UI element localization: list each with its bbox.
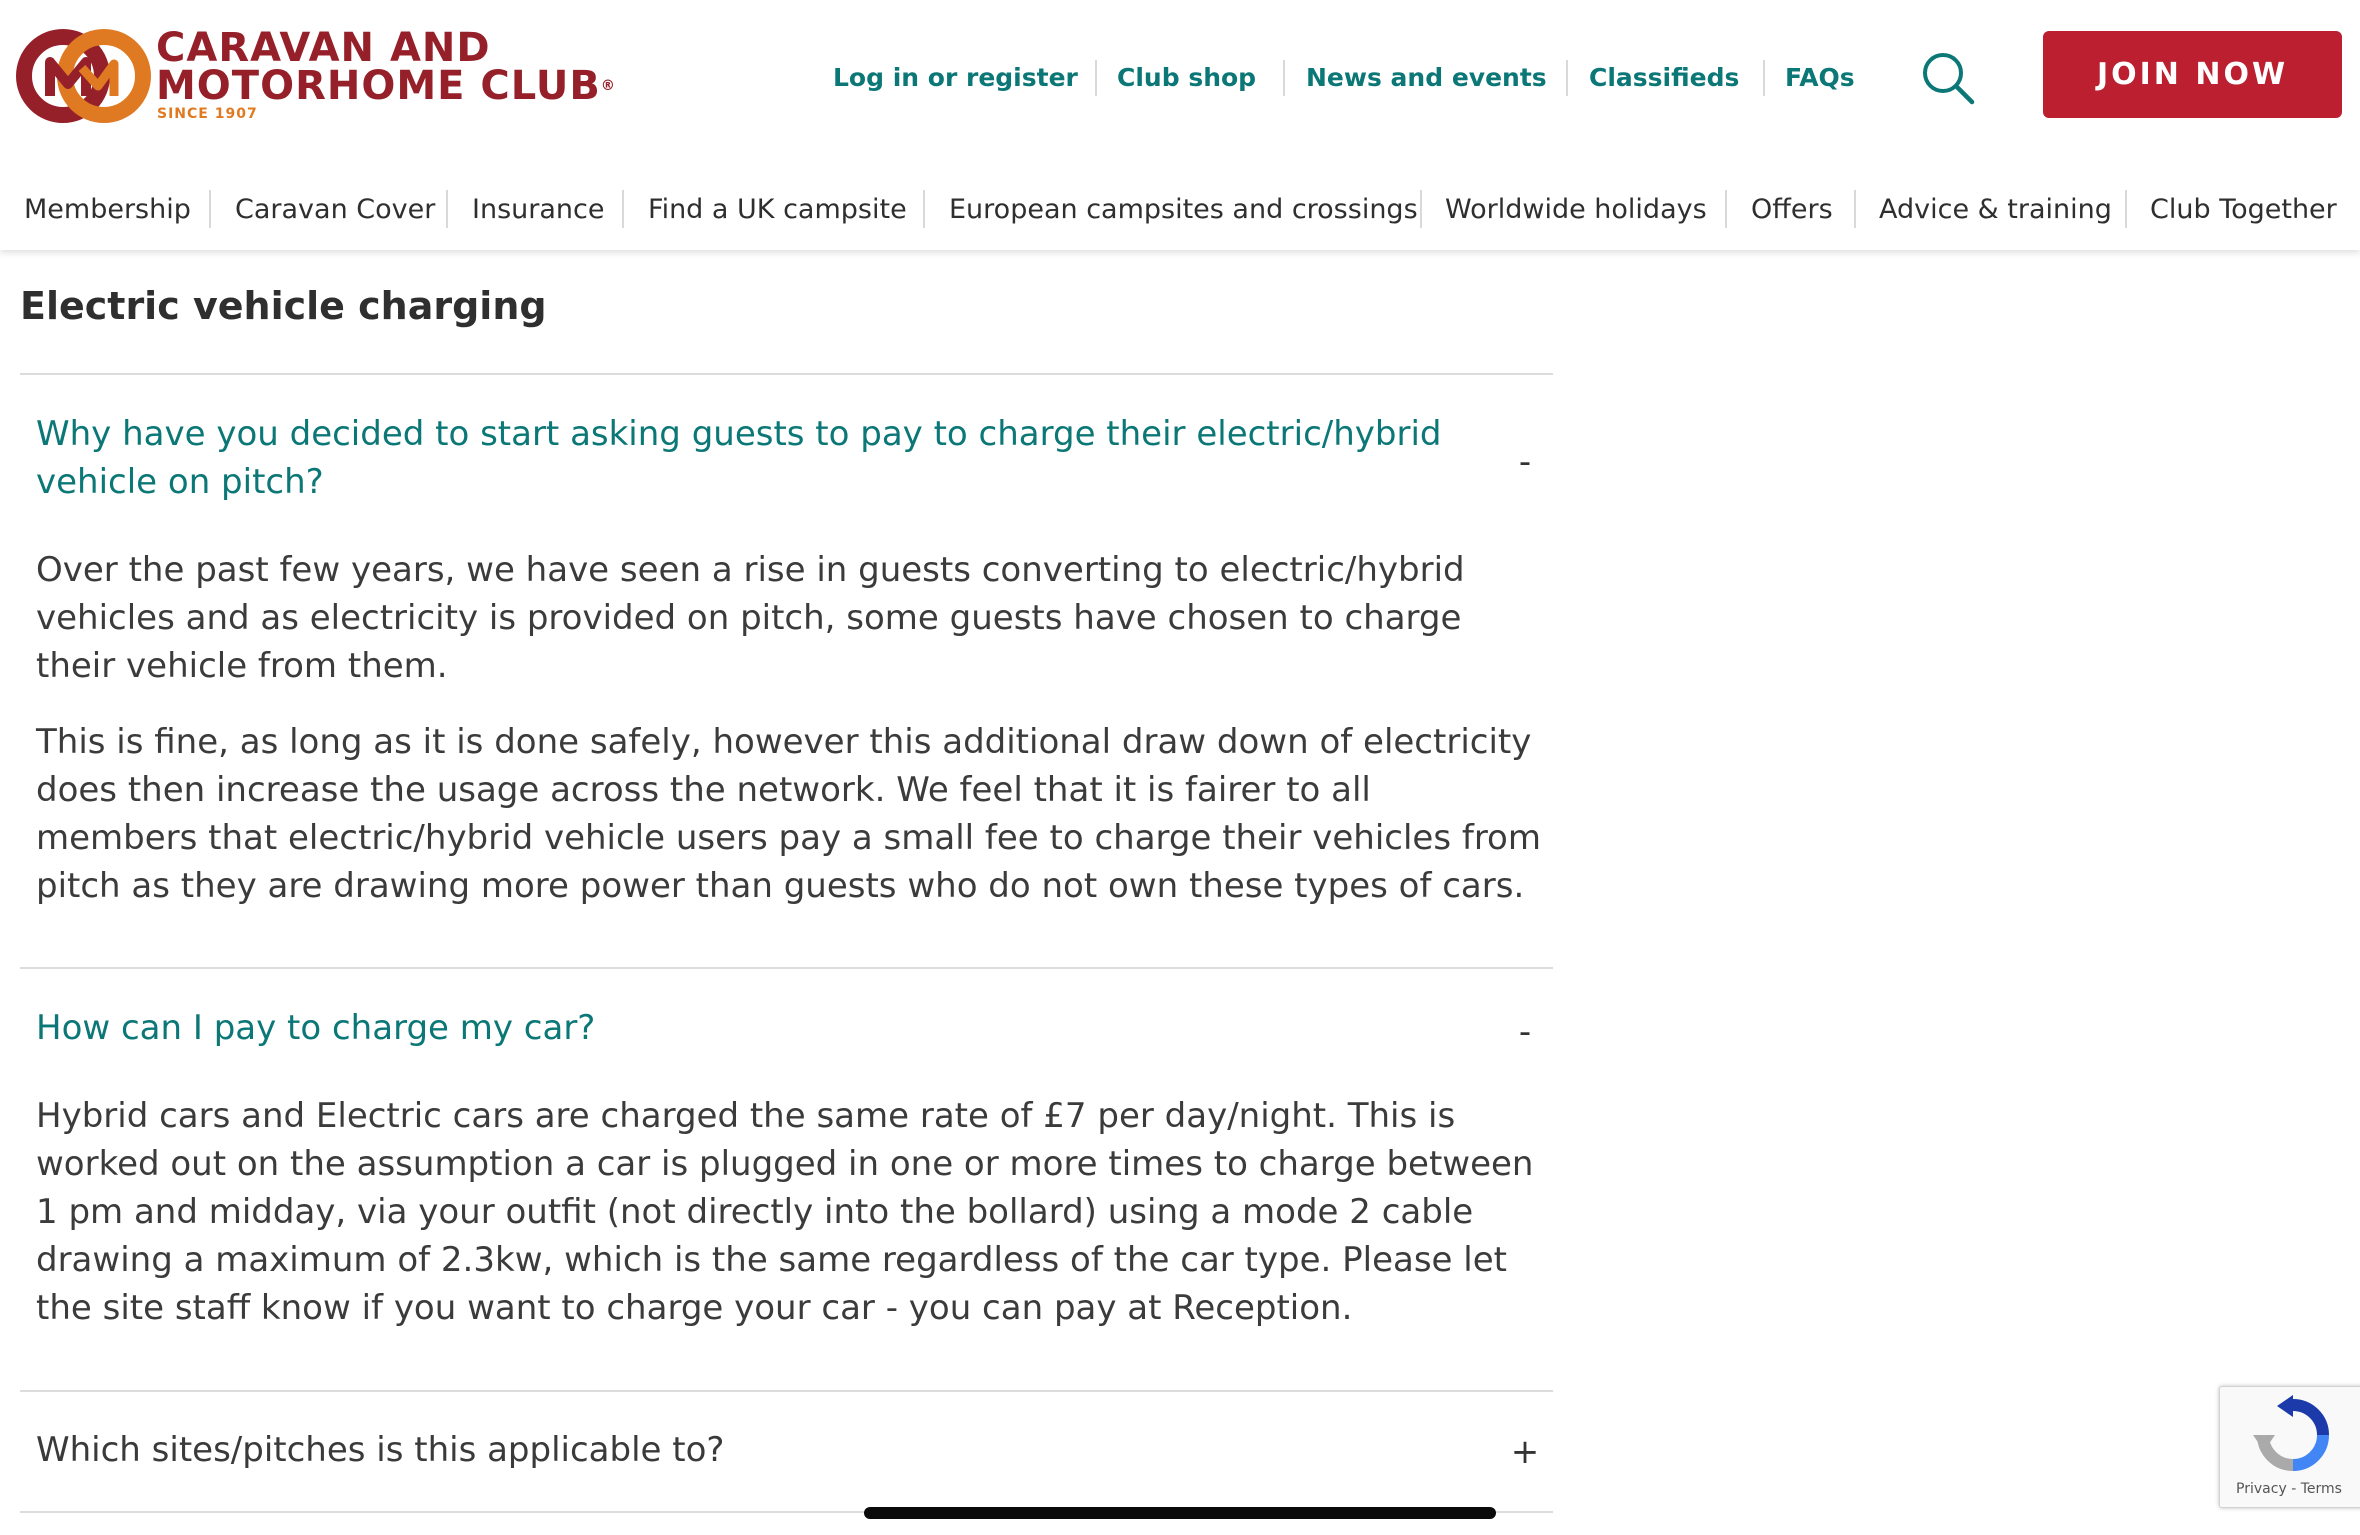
- faq-collapse-toggle-2[interactable]: -: [1518, 1012, 1532, 1052]
- mainnav-divider: [1725, 190, 1727, 228]
- topnav-divider: [1566, 60, 1568, 96]
- login-register-link[interactable]: Log in or register: [833, 63, 1078, 92]
- faq-divider: [20, 1390, 1553, 1392]
- faq-divider: [20, 967, 1553, 969]
- logo-registered-mark: ®: [600, 78, 616, 94]
- search-icon[interactable]: [1920, 50, 1976, 106]
- club-shop-link[interactable]: Club shop: [1117, 63, 1257, 92]
- faqs-link[interactable]: FAQs: [1785, 63, 1855, 92]
- nav-membership[interactable]: Membership: [24, 194, 191, 225]
- nav-club-together[interactable]: Club Together: [2150, 194, 2337, 225]
- logo-text-line1: CARAVAN AND: [156, 25, 491, 71]
- club-logo-mark-icon: [16, 24, 156, 126]
- join-now-button[interactable]: JOIN NOW: [2043, 31, 2342, 118]
- logo-text-line2: [156, 63, 616, 109]
- mainnav-divider: [446, 190, 448, 228]
- topnav-divider: [1763, 60, 1765, 96]
- mainnav-divider: [923, 190, 925, 228]
- mainnav-divider: [622, 190, 624, 228]
- faq-question-2[interactable]: How can I pay to charge my car?: [36, 1008, 596, 1048]
- topnav-divider: [1283, 60, 1285, 96]
- faq-collapse-toggle-1[interactable]: -: [1518, 442, 1532, 482]
- nav-european-campsites[interactable]: European campsites and crossings: [949, 194, 1418, 225]
- recaptcha-links: [2220, 1481, 2358, 1497]
- mainnav-divider: [1420, 190, 1422, 228]
- recaptcha-separator: -: [2291, 1481, 2297, 1497]
- home-indicator: [864, 1507, 1496, 1519]
- nav-offers[interactable]: Offers: [1751, 194, 1833, 225]
- mainnav-divider: [209, 190, 211, 228]
- recaptcha-privacy-link[interactable]: Privacy: [2236, 1481, 2287, 1497]
- mainnav-divider: [2125, 190, 2127, 228]
- page-title: Electric vehicle charging: [20, 284, 547, 328]
- nav-caravan-cover[interactable]: Caravan Cover: [235, 194, 436, 225]
- faq-divider: [20, 373, 1553, 375]
- faq-answer-1-paragraph-2: This is fine, as long as it is done safely, however this additional draw down of electricity does then increase the usage across the network. We feel that it is fairer to all members that electric/hybrid vehicle users pay a small fee to charge their vehicles from pitch as they are drawing more power than guests who do not own these types of cars.: [36, 722, 1541, 906]
- recaptcha-icon: [2253, 1395, 2333, 1475]
- logo-text-line2-main: MOTORHOME CLUB: [156, 63, 601, 109]
- nav-advice-training[interactable]: Advice & training: [1879, 194, 2112, 225]
- faq-answer-2-paragraph-1: Hybrid cars and Electric cars are charged the same rate of £7 per day/night. This is worked out on the assumption a car is plugged in one or more times to charge between 1 pm and midday, via your outfit (not directly into the bollard) using a mode 2 cable drawing a maximum of 2.3kw, which is the same regardless of the car type. Please let the site staff know if you want to charge your car - you can pay at Reception.: [36, 1096, 1534, 1328]
- nav-worldwide-holidays[interactable]: Worldwide holidays: [1445, 194, 1707, 225]
- news-events-link[interactable]: News and events: [1306, 63, 1547, 92]
- nav-find-uk-campsite[interactable]: Find a UK campsite: [648, 194, 907, 225]
- faq-question-3[interactable]: Which sites/pitches is this applicable to?: [36, 1430, 725, 1470]
- classifieds-link[interactable]: Classifieds: [1589, 63, 1740, 92]
- recaptcha-badge[interactable]: [2219, 1386, 2360, 1508]
- faq-question-1[interactable]: Why have you decided to start asking guests to pay to charge their electric/hybrid vehicle on pitch?: [36, 414, 1442, 502]
- logo-since: SINCE 1907: [157, 106, 258, 122]
- site-header: [0, 0, 2360, 250]
- club-logo[interactable]: [16, 24, 616, 126]
- topnav-divider: [1095, 60, 1097, 96]
- nav-insurance[interactable]: Insurance: [472, 194, 605, 225]
- mainnav-divider: [1854, 190, 1856, 228]
- faq-answer-1-paragraph-1: Over the past few years, we have seen a rise in guests converting to electric/hybrid vehicles and as electricity is provided on pitch, some guests have chosen to charge their vehicle from them.: [36, 550, 1465, 686]
- recaptcha-terms-link[interactable]: Terms: [2300, 1481, 2342, 1497]
- faq-expand-toggle-3[interactable]: +: [1510, 1432, 1540, 1472]
